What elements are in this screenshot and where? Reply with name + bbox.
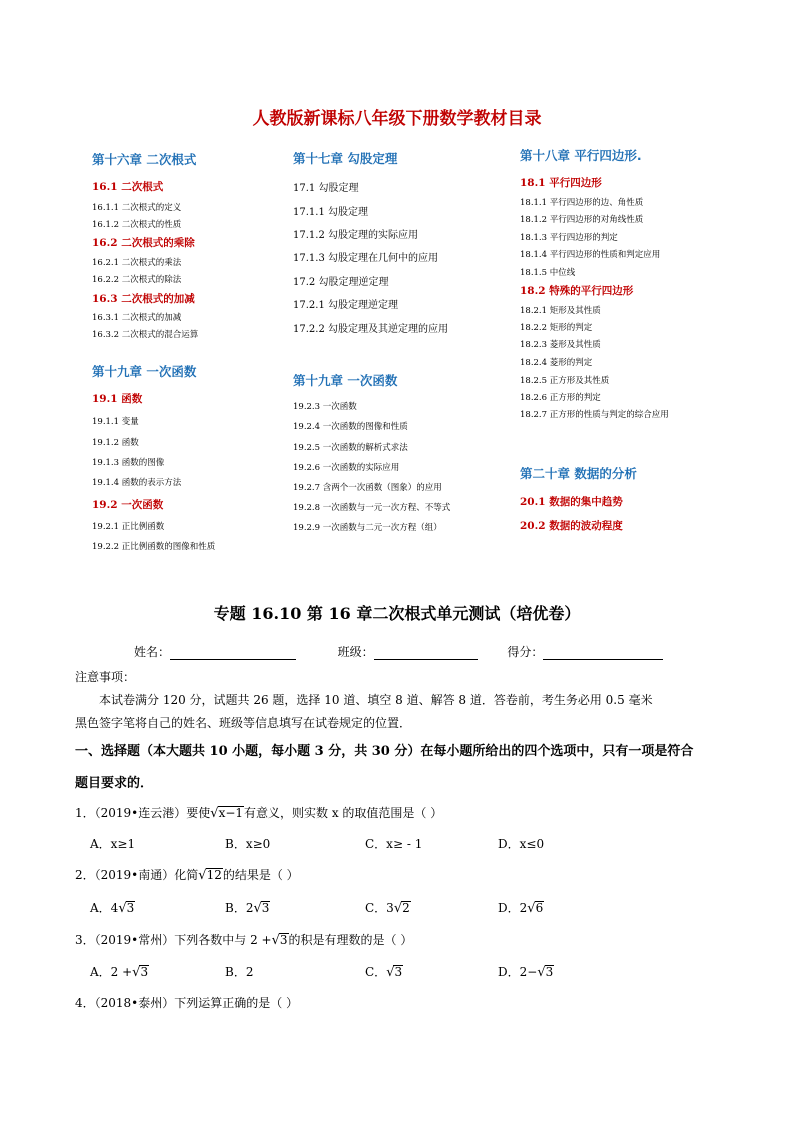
sqrt-icon: √	[537, 965, 546, 980]
subsection-19-2-8: 19.2.8 一次函数与一元一次方程、不等式	[293, 503, 451, 513]
question-2	[75, 866, 299, 883]
q3-a-radicand: 3	[140, 965, 149, 979]
subsection-17-2-2: 17.2.2 勾股定理及其逆定理的应用	[293, 324, 448, 335]
score-field[interactable]	[543, 645, 663, 660]
class-label: 班级：	[337, 645, 374, 659]
subsection-19-2-9: 19.2.9 一次函数与二元一次方程（组）	[293, 523, 442, 533]
subsection-17-1-3: 17.1.3 勾股定理在几何中的应用	[293, 253, 438, 264]
chapter-16-heading: 第十六章 二次根式	[92, 152, 197, 167]
section-18-1: 18.1 平行四边形	[520, 177, 602, 189]
section-18-2: 18.2 特殊的平行四边形	[520, 285, 634, 297]
q3-a-prefix: A．2 +	[90, 965, 133, 979]
section-16-1: 16.1 二次根式	[92, 181, 164, 193]
question-1	[75, 804, 442, 821]
q2-c-coef: C．3	[365, 901, 394, 915]
q2-b-radicand: 3	[261, 901, 270, 915]
subsection-17-1-2: 17.1.2 勾股定理的实际应用	[293, 230, 418, 241]
sqrt-icon: √	[210, 806, 219, 821]
chapter-18-heading: 第十八章 平行四边形.	[520, 148, 642, 163]
q3-c-prefix: C．	[365, 965, 387, 979]
name-label: 姓名：	[134, 645, 171, 659]
subsection-19-2-7: 19.2.7 含两个一次函数（图象）的应用	[293, 483, 442, 493]
chapter-19-cont-heading: 第十九章 一次函数	[293, 373, 398, 388]
section-20-1: 20.1 数据的集中趋势	[520, 496, 623, 508]
section-16-3: 16.3 二次根式的加减	[92, 293, 195, 305]
subsection-19-2-3: 19.2.3 一次函数	[293, 402, 357, 412]
subsection-17-1-1: 17.1.1 勾股定理	[293, 207, 368, 218]
question-2-radicand: 12	[206, 868, 222, 882]
page-title: 人教版新课标八年级下册数学教材目录	[252, 109, 542, 129]
subsection-16-1-1: 16.1.1 二次根式的定义	[92, 203, 182, 213]
question-3-radicand: 3	[279, 933, 288, 947]
q3-option-a[interactable]	[90, 963, 149, 980]
q3-c-radicand: 3	[394, 965, 403, 979]
sqrt-icon: √	[271, 933, 280, 948]
q2-d-radicand: 6	[535, 901, 544, 915]
q2-option-b[interactable]	[225, 899, 270, 916]
section-17-2: 17.2 勾股定理逆定理	[293, 277, 389, 288]
question-3	[75, 931, 412, 948]
q2-c-radicand: 2	[402, 901, 410, 915]
q3-option-d[interactable]	[498, 963, 554, 980]
q1-option-d[interactable]: D．x≤0	[498, 837, 545, 851]
subsection-18-1-3: 18.1.3 平行四边形的判定	[520, 233, 618, 243]
subsection-18-2-1: 18.2.1 矩形及其性质	[520, 306, 601, 316]
subsection-18-2-7: 18.2.7 正方形的性质与判定的综合应用	[520, 410, 669, 420]
sqrt-icon: √	[386, 965, 395, 980]
section-19-2: 19.2 一次函数	[92, 499, 164, 511]
section-17-1: 17.1 勾股定理	[293, 183, 359, 194]
section-20-2: 20.2 数据的波动程度	[520, 520, 623, 532]
subsection-18-2-2: 18.2.2 矩形的判定	[520, 323, 593, 333]
part-1-heading-cont: 题目要求的．	[75, 776, 154, 791]
q2-a-coef: A．4	[90, 901, 119, 915]
subsection-16-3-1: 16.3.1 二次根式的加减	[92, 313, 182, 323]
chapter-17-heading: 第十七章 勾股定理	[293, 151, 398, 166]
subsection-18-1-5: 18.1.5 中位线	[520, 268, 576, 278]
name-field[interactable]	[170, 645, 296, 660]
q1-option-b[interactable]: B．x≥0	[225, 837, 271, 851]
q3-d-radicand: 3	[545, 965, 554, 979]
subsection-18-1-4: 18.1.4 平行四边形的性质和判定应用	[520, 250, 661, 260]
subsection-16-3-2: 16.3.2 二次根式的混合运算	[92, 330, 199, 340]
subsection-19-1-2: 19.1.2 函数	[92, 438, 139, 448]
subsection-17-2-1: 17.2.1 勾股定理逆定理	[293, 300, 398, 311]
subsection-19-2-6: 19.2.6 一次函数的实际应用	[293, 463, 400, 473]
score-label: 得分：	[507, 645, 544, 659]
subsection-19-2-2: 19.2.2 正比例函数的图像和性质	[92, 542, 216, 552]
subsection-18-1-2: 18.1.2 平行四边形的对角线性质	[520, 215, 644, 225]
section-19-1: 19.1 函数	[92, 393, 143, 405]
q2-a-radicand: 3	[126, 901, 135, 915]
subsection-16-1-2: 16.1.2 二次根式的性质	[92, 220, 182, 230]
section-16-2: 16.2 二次根式的乘除	[92, 237, 195, 249]
subsection-18-2-6: 18.2.6 正方形的判定	[520, 393, 601, 403]
sqrt-icon: √	[527, 901, 536, 916]
q3-d-prefix: D．2−	[498, 965, 538, 979]
q1-option-c[interactable]: C．x≥ - 1	[365, 837, 423, 851]
subsection-16-2-1: 16.2.1 二次根式的乘法	[92, 258, 182, 268]
subsection-18-2-5: 18.2.5 正方形及其性质	[520, 376, 610, 386]
notice-label: 注意事项：	[75, 670, 136, 684]
subsection-18-1-1: 18.1.1 平行四边形的边、角性质	[520, 198, 644, 208]
q1-option-a[interactable]: A．x≥1	[90, 837, 136, 851]
subsection-18-2-4: 18.2.4 菱形的判定	[520, 358, 593, 368]
q2-d-coef: D．2	[498, 901, 528, 915]
sqrt-icon: √	[118, 901, 127, 916]
q3-option-c[interactable]	[365, 963, 403, 980]
q2-option-a[interactable]	[90, 899, 135, 916]
question-2-suffix: 的结果是（ ）	[222, 868, 299, 882]
notice-line-2: 黑色签字笔将自己的姓名、班级等信息填写在试卷规定的位置．	[75, 716, 412, 730]
sqrt-icon: √	[198, 868, 207, 883]
student-info	[134, 643, 663, 660]
question-3-prefix: 3．（2019•常州）下列各数中与 2 +	[75, 933, 272, 947]
subsection-19-2-5: 19.2.5 一次函数的解析式求法	[293, 443, 408, 453]
subsection-19-1-1: 19.1.1 变量	[92, 417, 139, 427]
class-field[interactable]	[374, 645, 478, 660]
part-1-heading: 一、选择题（本大题共 10 小题，每小题 3 分，共 30 分）在每小题所给出的四个选项中，只有一项是符合	[75, 744, 694, 759]
chapter-19-heading: 第十九章 一次函数	[92, 364, 197, 379]
subsection-19-1-4: 19.1.4 函数的表示方法	[92, 478, 182, 488]
q3-option-b[interactable]: B．2	[225, 965, 254, 979]
question-3-suffix: 的积是有理数的是（ ）	[288, 933, 413, 947]
question-2-prefix: 2．（2019•南通）化简	[75, 868, 199, 882]
chapter-20-heading: 第二十章 数据的分析	[520, 466, 637, 481]
q2-b-coef: B．2	[225, 901, 254, 915]
sqrt-icon: √	[393, 901, 403, 916]
subsection-18-2-3: 18.2.3 菱形及其性质	[520, 340, 601, 350]
question-1-suffix: 有意义，则实数 x 的取值范围是（ ）	[244, 806, 443, 820]
test-title: 专题 16.10 第 16 章二次根式单元测试（培优卷）	[213, 604, 581, 623]
q2-option-c[interactable]	[365, 899, 411, 916]
subsection-16-2-2: 16.2.2 二次根式的除法	[92, 275, 182, 285]
question-4: 4．（2018•泰州）下列运算正确的是（ ）	[75, 996, 299, 1010]
sqrt-icon: √	[132, 965, 141, 980]
q2-option-d[interactable]	[498, 899, 544, 916]
question-1-prefix: 1．（2019•连云港）要使	[75, 806, 211, 820]
notice-line-1: 本试卷满分 120 分，试题共 26 题，选择 10 道、填空 8 道、解答 8 道．答卷前，考生务必用 0.5 毫米	[99, 693, 653, 707]
subsection-19-2-4: 19.2.4 一次函数的图像和性质	[293, 422, 408, 432]
sqrt-icon: √	[253, 901, 262, 916]
subsection-19-1-3: 19.1.3 函数的图像	[92, 458, 165, 468]
subsection-19-2-1: 19.2.1 正比例函数	[92, 522, 165, 532]
question-1-radicand: x−1	[218, 806, 244, 820]
